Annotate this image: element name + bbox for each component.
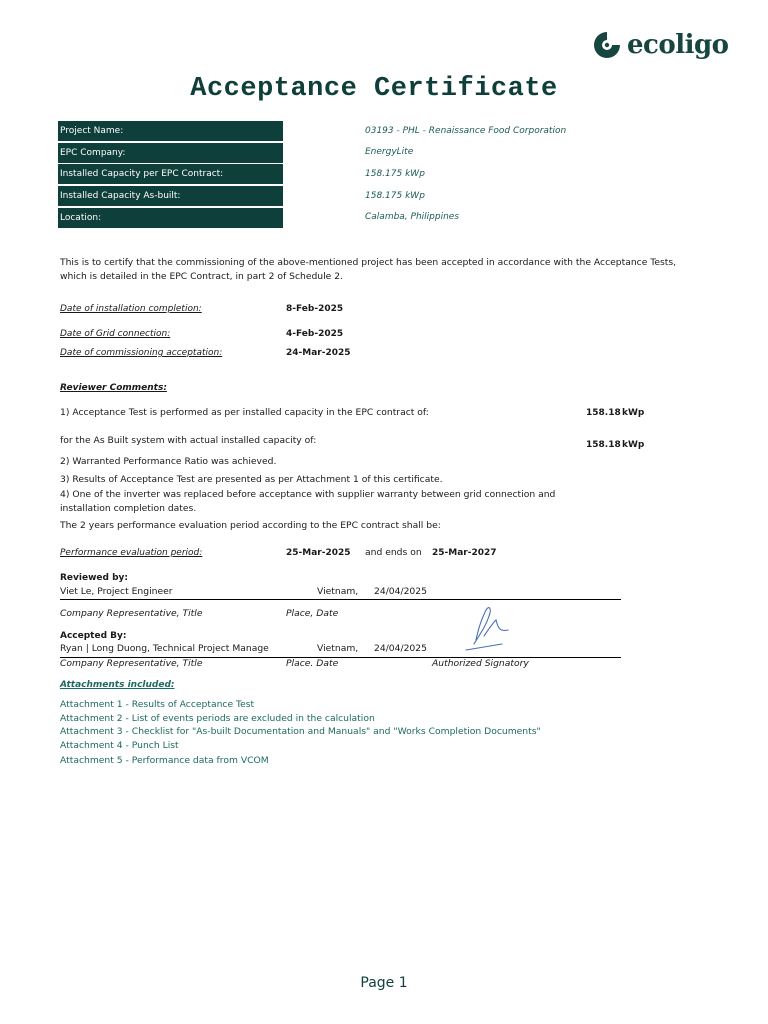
signature-line: [60, 599, 621, 600]
date-value: 4-Feb-2025: [286, 329, 344, 339]
caption-authorized-signatory: Authorized Signatory: [432, 658, 529, 669]
attachment-item: Attachment 4 - Punch List: [60, 740, 179, 751]
ecoligo-logo: [592, 30, 729, 60]
reviewed-by-heading: Reviewed by:: [60, 573, 128, 583]
date-label: Date of Grid connection:: [60, 329, 171, 339]
capacity-value: 158.18: [586, 440, 621, 450]
performance-mid-text: and ends on: [365, 547, 422, 558]
performance-start: 25-Mar-2025: [286, 548, 351, 558]
attachment-item: Attachment 3 - Checklist for "As-built Documentation and Manuals" and "Works Completion Documents": [60, 726, 541, 737]
page-title: Acceptance Certificate: [190, 74, 558, 104]
info-value: 158.175 kWp: [365, 169, 425, 179]
signature-image: [462, 602, 518, 654]
info-label: Project Name:: [58, 121, 283, 141]
ecoligo-leaf-icon: [592, 30, 622, 60]
info-label: Location:: [58, 208, 283, 228]
comment-line: for the As Built system with actual installed capacity of:: [60, 435, 317, 446]
page-number: Page 1: [360, 975, 408, 991]
caption-place-date: Place, Date: [286, 608, 339, 619]
date-value: 8-Feb-2025: [286, 304, 344, 314]
comment-line: 4) One of the inverter was replaced before acceptance with supplier warranty between grid connection and installation completion dates.: [60, 489, 556, 514]
info-value: 158.175 kWp: [365, 191, 425, 201]
attachment-item: Attachment 1 - Results of Acceptance Test: [60, 699, 255, 710]
info-label: Installed Capacity As-built:: [58, 186, 283, 206]
info-label: EPC Company:: [58, 143, 283, 163]
performance-period-label: Performance evaluation period:: [60, 548, 203, 558]
comment-line: 1) Acceptance Test is performed as per installed capacity in the EPC contract of:: [60, 407, 429, 418]
acceptor-date: 24/04/2025: [374, 643, 427, 654]
attachment-item: Attachment 2 - List of events periods are excluded in the calculation: [60, 713, 375, 724]
caption-company-rep: Company Representative, Title: [60, 608, 203, 619]
caption-company-rep: Company Representative, Title: [60, 658, 203, 669]
info-label: Installed Capacity per EPC Contract:: [58, 164, 283, 184]
certify-text: This is to certify that the commissioning of the above-mentioned project has been accepted in accordance with the Acceptance Tests, which is detailed in the EPC Contract, in part 2 of Schedule 2.: [60, 257, 677, 282]
info-value: EnergyLite: [365, 147, 414, 157]
reviewer-place: Vietnam,: [317, 586, 359, 597]
capacity-unit: kWp: [622, 440, 645, 450]
date-label: Date of installation completion:: [60, 304, 202, 314]
performance-end: 25-Mar-2027: [432, 548, 497, 558]
acceptor-place: Vietnam,: [317, 643, 359, 654]
logo-text: ecoligo: [627, 30, 729, 60]
info-value: 03193 - PHL - Renaissance Food Corporation: [365, 126, 567, 136]
attachment-item: Attachment 5 - Performance data from VCOM: [60, 755, 269, 766]
accepted-by-heading: Accepted By:: [60, 631, 127, 641]
info-value: Calamba, Philippines: [365, 212, 460, 222]
caption-place-date: Place. Date: [286, 658, 339, 669]
capacity-value: 158.18: [586, 408, 621, 418]
capacity-unit: kWp: [622, 408, 645, 418]
reviewer-comments-heading: Reviewer Comments:: [60, 383, 167, 393]
reviewer-date: 24/04/2025: [374, 586, 427, 597]
date-label: Date of commissioning acceptation:: [60, 348, 223, 358]
acceptor-name: Ryan | Long Duong, Technical Project Manage: [60, 643, 269, 654]
reviewer-name: Viet Le, Project Engineer: [60, 586, 173, 597]
comment-line: The 2 years performance evaluation period according to the EPC contract shall be:: [60, 520, 441, 531]
attachments-heading: Attachments included:: [60, 680, 175, 690]
comment-line: 2) Warranted Performance Ratio was achieved.: [60, 456, 277, 467]
comment-line: 3) Results of Acceptance Test are presented as per Attachment 1 of this certificate.: [60, 474, 443, 485]
date-value: 24-Mar-2025: [286, 348, 351, 358]
